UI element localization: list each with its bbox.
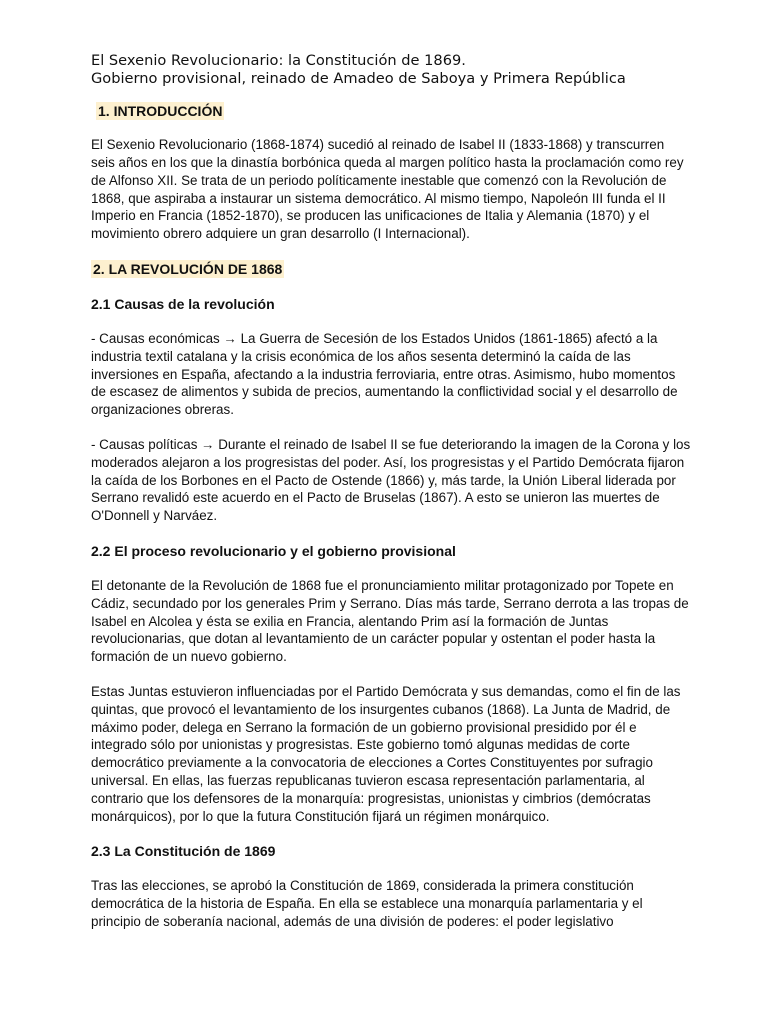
paragraph-constitucion: Tras las elecciones, se aprobó la Constitución de 1869, considerada la primera constitución democrática de la historia de España. En ella se establece una monarquía parlamentaria y el principio de soberanía nacional, además de una división de poderes: el poder legislativo bbox=[91, 878, 643, 929]
document-title-line-1: El Sexenio Revolucionario: la Constitución de 1869. bbox=[91, 52, 466, 69]
document-title bbox=[91, 52, 691, 87]
document-page bbox=[91, 52, 691, 931]
paragraph-introduccion: El Sexenio Revolucionario (1868-1874) sucedió al reinado de Isabel II (1833-1868) y transcurren seis años en los que la dinastía borbónica queda al margen político hasta la proclamación como rey de Alfonso XII. Se trata de un periodo políticamente inestable que comenzó con la Revolución de 1868, que aspiraba a instaurar un sistema democrático. Al mismo tiempo, Napoleón III funda el II Imperio en Francia (1852-1870), se producen las unificaciones de Italia y Alemania (1870) y el movimiento obrero adquiere un gran desarrollo (I Internacional). bbox=[91, 137, 684, 242]
paragraph-causas-economicas: - Causas económicas → La Guerra de Secesión de los Estados Unidos (1861-1865) afectó a la industria textil catalana y la crisis económica de los años sesenta determinó la caída de las inversiones en España, afectando a la industria ferroviaria, entre otras. Asimismo, hubo momentos de escasez de alimentos y subida de precios, aumentando la conflictividad social y el desarrollo de organizaciones obreras. bbox=[91, 330, 678, 418]
document-title-line-2: Gobierno provisional, reinado de Amadeo de Saboya y Primera República bbox=[91, 69, 626, 87]
subheading-proceso-revolucionario: 2.2 El proceso revolucionario y el gobierno provisional bbox=[91, 542, 456, 559]
subheading-constitucion-1869: 2.3 La Constitución de 1869 bbox=[91, 843, 276, 860]
section-heading-introduccion bbox=[91, 102, 691, 120]
paragraph-causas-politicas: - Causas políticas → Durante el reinado de Isabel II se fue deteriorando la imagen de la Corona y los moderados alejaron a los progresistas del poder. Así, los progresistas y el Partido Demócrata fijaron la caída de los Borbones en el Pacto de Ostende (1866) y, más tarde, la Unión Liberal liderada por Serrano revalidó este acuerdo en el Pacto de Bruselas (1867). A esto se unieron las muertes de O'Donnell y Narváez. bbox=[91, 436, 691, 524]
paragraph-proceso-1: El detonante de la Revolución de 1868 fue el pronunciamiento militar protagonizado por Topete en Cádiz, secundado por los generales Prim y Serrano. Días más tarde, Serrano derrota a las tropas de Isabel en Alcolea y ésta se exilia en Francia, alentando Prim así la formación de Juntas revolucionarias, que dotan al levantamiento de un carácter popular y ostentan el poder hasta la formación de un nuevo gobierno. bbox=[91, 577, 689, 665]
subheading-causas: 2.1 Causas de la revolución bbox=[91, 295, 275, 312]
highlighted-heading-text: 2. LA REVOLUCIÓN DE 1868 bbox=[93, 260, 283, 277]
paragraph-proceso-2: Estas Juntas estuvieron influenciadas por el Partido Demócrata y sus demandas, como el fin de las quintas, que provocó el levantamiento de los insurgentes cubanos (1868). La Junta de Madrid, de máximo poder, delega en Serrano la formación de un gobierno provisional presidido por él e integrado sólo por unionistas y progresistas. Este gobierno tomó algunas medidas de corte democrático previamente a la convocatoria de elecciones a Cortes Constituyentes por sufragio universal. En ellas, las fuerzas republicanas tuvieron escasa representación parlamentaria, al contrario que los defensores de la monarquía: progresistas, unionistas y cimbrios (demócratas monárquicos), por lo que la futura Constitución fijará un régimen monárquico. bbox=[91, 683, 681, 824]
highlighted-heading-text: 1. INTRODUCCIÓN bbox=[98, 103, 223, 120]
section-heading-revolucion bbox=[91, 260, 691, 278]
